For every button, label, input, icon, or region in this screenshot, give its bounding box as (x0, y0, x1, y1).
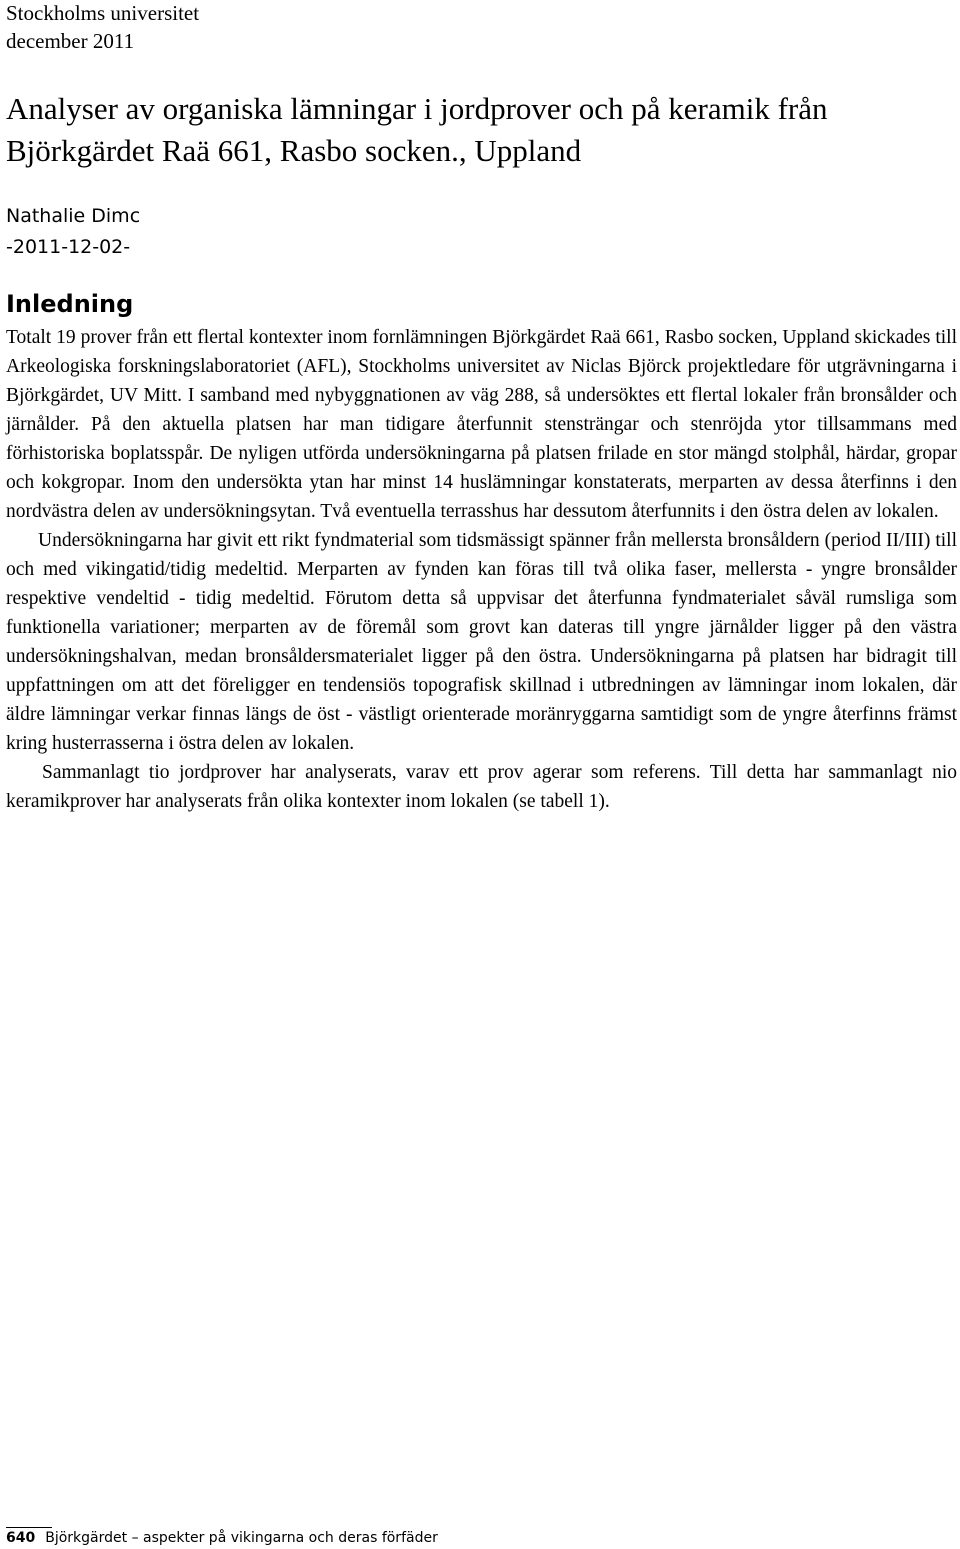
paragraph: Totalt 19 prover från ett flertal kontexter inom fornlämningen Björkgärdet Raä 661, Rasbo socken, Uppland skickades till Arkeologiska forskningslaboratoriet (AFL), Stockholms universitet av Niclas Björck projektledare för utgrävningarna i Björkgärdet, UV Mitt. I samband med nybyggnationen av väg 288, så undersöktes ett flertal lokaler från bronsålder och järnålder. På den aktuella platsen har man tidigare återfunnit stensträngar och stenröjda ytor tillsammans med förhistoriska boplatsspår. De nyligen utförda undersökningarna på platsen frilade en stor mängd stolphål, härdar, gropar och kokgropar. Inom den undersökta ytan har minst 14 huslämningar konstaterats, merparten av dessa återfinns i den nordvästra delen av undersökningsytan. Två eventuella terrasshus har dessutom återfunnits i den östra delen av lokalen. (6, 327, 957, 522)
page-number: 640 (6, 1530, 36, 1546)
institution-name: Stockholms universitet (6, 1, 200, 25)
section-heading: Inledning (6, 290, 134, 318)
running-title: Björkgärdet – aspekter på vikingarna och deras förfäder (45, 1530, 438, 1546)
page-footer (6, 1527, 438, 1549)
section-body (6, 323, 957, 816)
author-date: -2011-12-02- (6, 236, 131, 258)
paragraph: Undersökningarna har givit ett rikt fyndmaterial som tidsmässigt spänner från mellersta bronsåldern (period II/III) till och med vikingatid/tidig medeltid. Merparten av fynden kan föras till två olika faser, mellersta - yngre bronsålder respektive vendeltid - tidig medeltid. Förutom detta så uppvisar det återfunna fyndmaterialet såväl rumsliga som funktionella variationer; merparten av de föremål som grovt kan dateras till yngre järnålder ligger på den västra undersökningshalvan, medan bronsåldersmaterialet ligger på den östra. Undersökningarna på platsen har bidragit till uppfattningen om att det föreligger en tendensiös topografisk skillnad i utbredningen av lämningar inom lokalen, där äldre lämningar verkar finnas längs de öst - västligt orienterade moränryggarna samtidigt som de yngre återfinns främst kring husterrasserna i östra delen av lokalen. (6, 530, 957, 754)
author-name: Nathalie Dimc (6, 205, 141, 227)
document-title: Analyser av organiska lämningar i jordprover och på keramik från Björkgärdet Raä 661, Rasbo socken., Uppland (6, 91, 828, 168)
paragraph: Sammanlagt tio jordprover har analyserats, varav ett prov agerar som referens. Till detta har sammanlagt nio keramikprover har analyserats från olika kontexter inom lokalen (se tabell 1). (6, 762, 957, 812)
document-date: december 2011 (6, 29, 135, 53)
